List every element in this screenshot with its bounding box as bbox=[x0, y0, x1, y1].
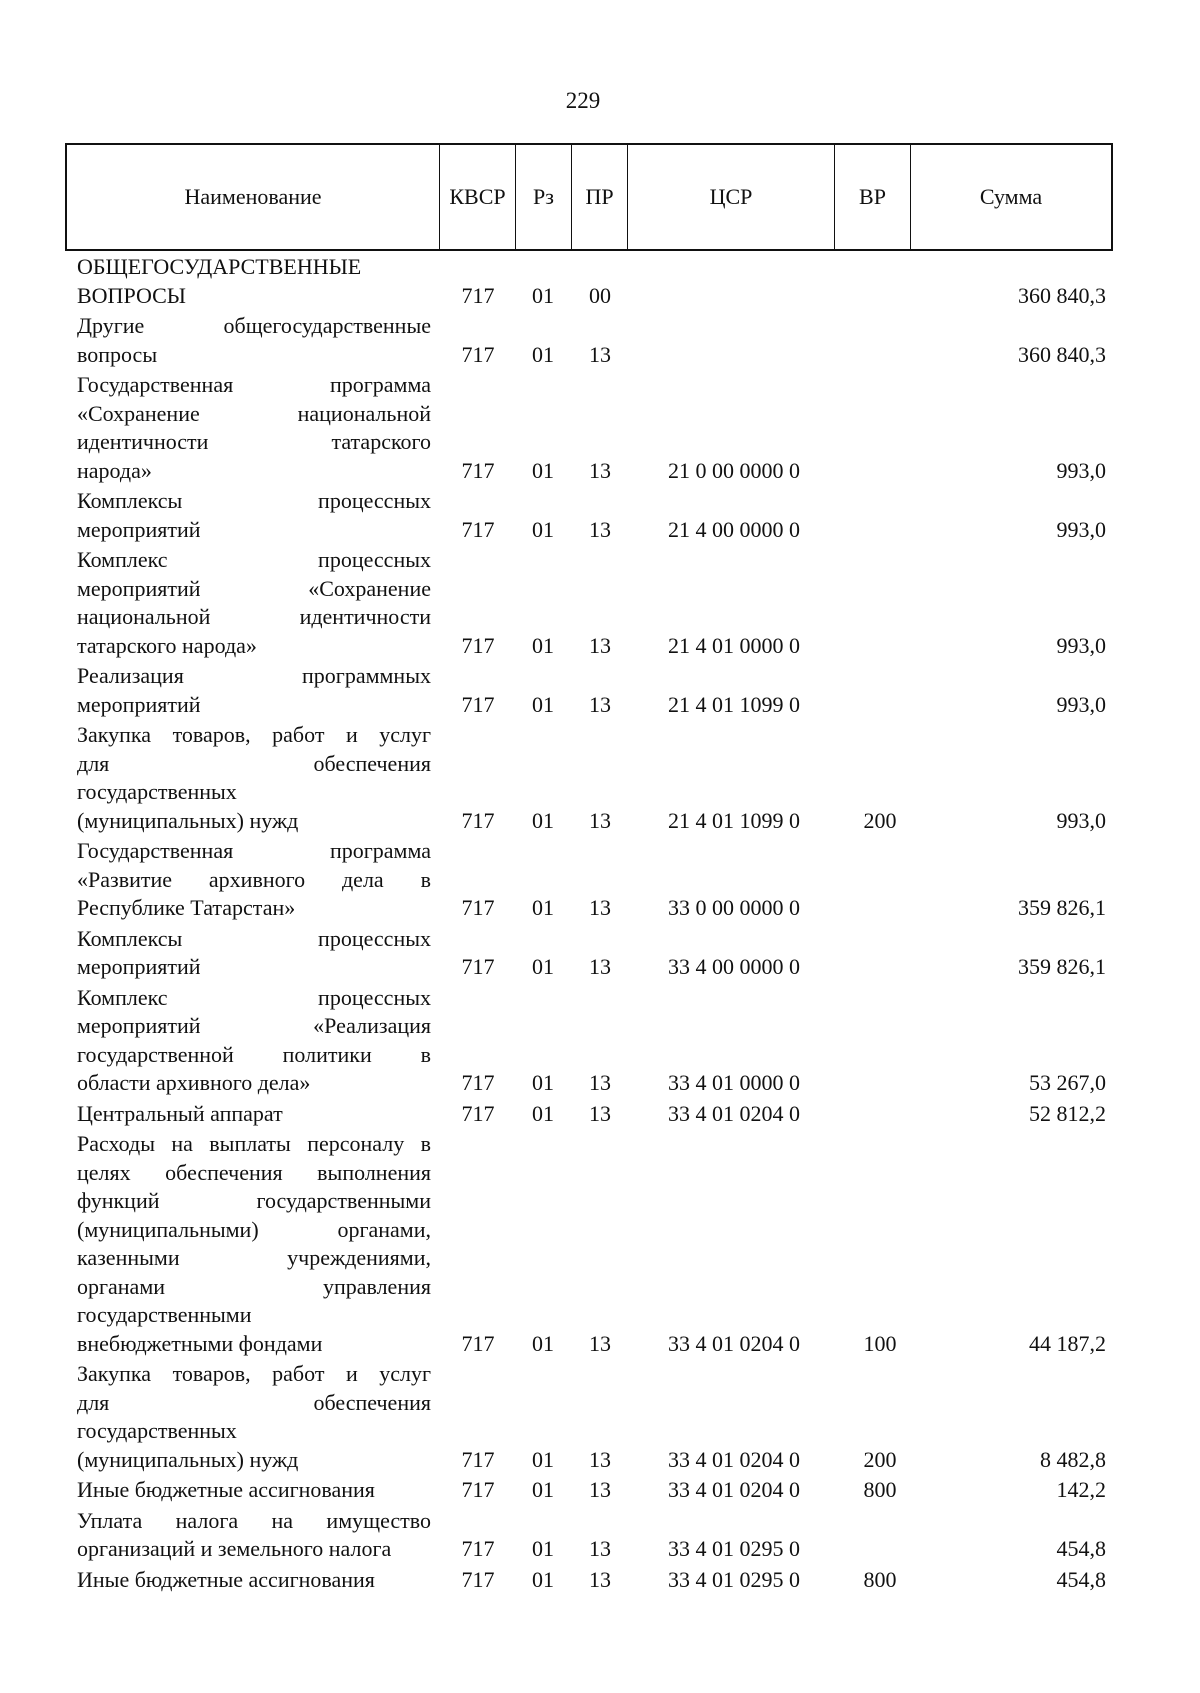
row-sum: 454,8 bbox=[1056, 1566, 1106, 1592]
row-rz: 01 bbox=[532, 1566, 554, 1592]
row-name bbox=[77, 662, 431, 719]
row-name-line: организаций и земельного налога bbox=[77, 1536, 392, 1561]
row-csr: 33 4 01 0000 0 bbox=[668, 1070, 800, 1095]
row-kvsr: 717 bbox=[461, 1477, 495, 1502]
row-csr: 33 4 01 0204 0 bbox=[668, 1477, 800, 1502]
row-rz: 01 bbox=[532, 457, 554, 483]
row-name bbox=[77, 487, 431, 544]
row-name-line: государственной политики в bbox=[77, 1041, 431, 1067]
row-name-line: (муниципальных) нужд bbox=[77, 1446, 299, 1472]
header-rz: Рз bbox=[516, 145, 572, 249]
row-sum: 53 267,0 bbox=[1029, 1070, 1106, 1095]
row-name-line: Центральный аппарат bbox=[77, 1100, 283, 1126]
row-kvsr: 717 bbox=[461, 954, 495, 979]
row-pr: 13 bbox=[589, 1330, 611, 1356]
row-name-line: государственных bbox=[77, 779, 237, 804]
row-sum: 359 826,1 bbox=[1018, 895, 1106, 920]
table-header bbox=[65, 143, 1113, 251]
row-name-line: (муниципальными) органами, bbox=[77, 1216, 431, 1242]
row-vr: 800 bbox=[863, 1477, 897, 1502]
row-name-line: народа» bbox=[77, 457, 152, 483]
row-kvsr: 717 bbox=[461, 282, 495, 308]
row-pr: 13 bbox=[589, 1477, 611, 1502]
row-csr: 33 0 00 0000 0 bbox=[668, 895, 800, 920]
row-name-line: Республике Татарстан» bbox=[77, 895, 296, 920]
table-row bbox=[0, 837, 1200, 923]
row-name-line: национальной идентичности bbox=[77, 604, 431, 629]
row-name-line: мероприятий «Сохранение bbox=[77, 575, 431, 601]
row-csr: 21 0 00 0000 0 bbox=[668, 457, 800, 483]
row-name-line: Закупка товаров, работ и услуг bbox=[77, 1361, 431, 1386]
row-name-line: государственными bbox=[77, 1302, 252, 1327]
row-rz: 01 bbox=[532, 341, 554, 367]
row-vr: 800 bbox=[863, 1566, 897, 1592]
row-sum: 993,0 bbox=[1056, 691, 1106, 717]
row-pr: 13 bbox=[589, 691, 611, 717]
row-name-line: мероприятий bbox=[77, 691, 201, 717]
row-name bbox=[77, 1100, 431, 1129]
row-sum: 993,0 bbox=[1056, 807, 1106, 833]
row-rz: 01 bbox=[532, 954, 554, 979]
row-kvsr: 717 bbox=[461, 691, 495, 717]
row-name-line: Комплекс процессных bbox=[77, 984, 431, 1010]
row-sum: 142,2 bbox=[1056, 1477, 1106, 1502]
table-row bbox=[0, 1566, 1200, 1595]
row-kvsr: 717 bbox=[461, 1070, 495, 1095]
table-row bbox=[0, 546, 1200, 660]
row-kvsr: 717 bbox=[461, 1330, 495, 1356]
row-sum: 993,0 bbox=[1056, 457, 1106, 483]
row-kvsr: 717 bbox=[461, 1536, 495, 1561]
row-name-line: для обеспечения bbox=[77, 750, 431, 776]
row-rz: 01 bbox=[532, 1100, 554, 1126]
row-sum: 44 187,2 bbox=[1029, 1330, 1106, 1356]
row-rz: 01 bbox=[532, 1446, 554, 1472]
row-name bbox=[77, 984, 431, 1098]
table-row bbox=[0, 371, 1200, 485]
row-name-line: органами управления bbox=[77, 1273, 431, 1299]
header-pr: ПР bbox=[572, 145, 628, 249]
row-rz: 01 bbox=[532, 282, 554, 308]
row-pr: 13 bbox=[589, 1536, 611, 1561]
row-sum: 360 840,3 bbox=[1018, 341, 1106, 367]
row-name-line: идентичности татарского bbox=[77, 429, 431, 454]
row-name bbox=[77, 546, 431, 660]
table-row bbox=[0, 312, 1200, 369]
table-row bbox=[0, 662, 1200, 719]
row-kvsr: 717 bbox=[461, 1446, 495, 1472]
row-pr: 13 bbox=[589, 1446, 611, 1472]
table-row bbox=[0, 487, 1200, 544]
row-name bbox=[77, 1507, 431, 1564]
table-row bbox=[0, 1476, 1200, 1505]
row-vr: 200 bbox=[863, 807, 897, 833]
row-sum: 993,0 bbox=[1056, 516, 1106, 542]
row-kvsr: 717 bbox=[461, 807, 495, 833]
row-rz: 01 bbox=[532, 691, 554, 717]
row-pr: 13 bbox=[589, 516, 611, 542]
row-csr: 21 4 01 0000 0 bbox=[668, 632, 800, 658]
row-name-line: мероприятий bbox=[77, 516, 201, 542]
row-rz: 01 bbox=[532, 807, 554, 833]
row-name-line: Реализация программных bbox=[77, 663, 431, 688]
row-name bbox=[77, 837, 431, 923]
row-pr: 13 bbox=[589, 1566, 611, 1592]
page-number: 229 bbox=[565, 88, 601, 113]
row-name-line: Иные бюджетные ассигнования bbox=[77, 1566, 375, 1592]
row-name-line: Уплата налога на имущество bbox=[77, 1507, 431, 1533]
row-vr: 100 bbox=[863, 1330, 897, 1356]
row-name bbox=[77, 1360, 431, 1474]
row-name bbox=[77, 1130, 431, 1358]
row-name-line: Расходы на выплаты персоналу в bbox=[77, 1131, 431, 1156]
row-csr: 33 4 01 0295 0 bbox=[668, 1566, 800, 1592]
row-name-line: татарского народа» bbox=[77, 632, 257, 658]
header-name: Наименование bbox=[67, 145, 440, 249]
header-kvsr: КВСР bbox=[440, 145, 516, 249]
table-row bbox=[0, 721, 1200, 835]
row-vr: 200 bbox=[863, 1446, 897, 1472]
row-sum: 359 826,1 bbox=[1018, 954, 1106, 979]
row-name-line: мероприятий bbox=[77, 954, 201, 979]
row-csr: 33 4 01 0204 0 bbox=[668, 1100, 800, 1126]
row-sum: 454,8 bbox=[1056, 1536, 1106, 1561]
row-pr: 13 bbox=[589, 1070, 611, 1095]
row-sum: 993,0 bbox=[1056, 632, 1106, 658]
row-pr: 13 bbox=[589, 341, 611, 367]
row-csr: 33 4 01 0204 0 bbox=[668, 1330, 800, 1356]
row-csr: 33 4 01 0204 0 bbox=[668, 1446, 800, 1472]
row-rz: 01 bbox=[532, 1070, 554, 1095]
table-row bbox=[0, 984, 1200, 1098]
row-rz: 01 bbox=[532, 1536, 554, 1561]
row-kvsr: 717 bbox=[461, 632, 495, 658]
row-csr: 21 4 01 1099 0 bbox=[668, 807, 800, 833]
row-kvsr: 717 bbox=[461, 1566, 495, 1592]
row-name-line: мероприятий «Реализация bbox=[77, 1013, 431, 1038]
header-sum: Сумма bbox=[979, 184, 1043, 209]
row-name bbox=[77, 1566, 431, 1595]
row-name bbox=[77, 312, 431, 369]
row-name bbox=[77, 721, 431, 835]
table-row bbox=[0, 925, 1200, 982]
row-rz: 01 bbox=[532, 632, 554, 658]
row-name-line: Государственная программа bbox=[77, 838, 431, 863]
row-name-line: Другие общегосударственные bbox=[77, 313, 431, 338]
row-name-line: Комплекс процессных bbox=[77, 547, 431, 572]
row-name-line: (муниципальных) нужд bbox=[77, 807, 299, 833]
row-name-line: государственных bbox=[77, 1418, 237, 1443]
row-rz: 01 bbox=[532, 516, 554, 542]
row-pr: 13 bbox=[589, 632, 611, 658]
row-csr: 21 4 00 0000 0 bbox=[668, 516, 800, 542]
row-name-line: «Сохранение национальной bbox=[77, 400, 431, 426]
row-name-line: для обеспечения bbox=[77, 1389, 431, 1415]
row-kvsr: 717 bbox=[461, 1100, 495, 1126]
row-csr: 33 4 01 0295 0 bbox=[668, 1536, 800, 1561]
row-name bbox=[77, 1476, 431, 1505]
row-name-line: целях обеспечения выполнения bbox=[77, 1159, 431, 1185]
row-kvsr: 717 bbox=[461, 341, 495, 367]
row-rz: 01 bbox=[532, 895, 554, 920]
row-name-line: Комплексы процессных bbox=[77, 925, 431, 951]
row-rz: 01 bbox=[532, 1330, 554, 1356]
row-name-line: функций государственными bbox=[77, 1188, 431, 1213]
row-csr: 21 4 01 1099 0 bbox=[668, 691, 800, 717]
row-pr: 13 bbox=[589, 807, 611, 833]
row-name-line: внебюджетными фондами bbox=[77, 1330, 323, 1356]
row-name-line: Закупка товаров, работ и услуг bbox=[77, 722, 431, 747]
row-csr: 33 4 00 0000 0 bbox=[668, 954, 800, 979]
header-vr: ВР bbox=[835, 145, 911, 249]
row-pr: 13 bbox=[589, 1100, 611, 1126]
row-name-line: ВОПРОСЫ bbox=[77, 282, 186, 308]
row-name-line: ОБЩЕГОСУДАРСТВЕННЫЕ bbox=[77, 254, 362, 279]
row-name bbox=[77, 925, 431, 982]
row-name bbox=[77, 253, 431, 310]
row-name-line: области архивного дела» bbox=[77, 1070, 311, 1095]
row-name-line: казенными учреждениями, bbox=[77, 1245, 431, 1270]
row-pr: 13 bbox=[589, 457, 611, 483]
row-pr: 13 bbox=[589, 954, 611, 979]
row-sum: 8 482,8 bbox=[1040, 1446, 1106, 1472]
row-sum: 360 840,3 bbox=[1018, 282, 1106, 308]
row-sum: 52 812,2 bbox=[1029, 1100, 1106, 1126]
row-name-line: Государственная программа bbox=[77, 372, 431, 397]
table-row bbox=[0, 253, 1200, 310]
table-row bbox=[0, 1360, 1200, 1474]
row-name-line: «Развитие архивного дела в bbox=[77, 866, 431, 892]
row-name bbox=[77, 371, 431, 485]
table-row bbox=[0, 1507, 1200, 1564]
row-name-line: вопросы bbox=[77, 341, 158, 367]
row-pr: 13 bbox=[589, 895, 611, 920]
table-row bbox=[0, 1100, 1200, 1129]
row-name-line: Иные бюджетные ассигнования bbox=[77, 1477, 375, 1502]
row-kvsr: 717 bbox=[461, 457, 495, 483]
header-csr: ЦСР bbox=[628, 145, 835, 249]
row-kvsr: 717 bbox=[461, 895, 495, 920]
row-pr: 00 bbox=[589, 282, 611, 308]
row-name-line: Комплексы процессных bbox=[77, 488, 431, 513]
table-row bbox=[0, 1130, 1200, 1358]
row-kvsr: 717 bbox=[461, 516, 495, 542]
row-rz: 01 bbox=[532, 1477, 554, 1502]
